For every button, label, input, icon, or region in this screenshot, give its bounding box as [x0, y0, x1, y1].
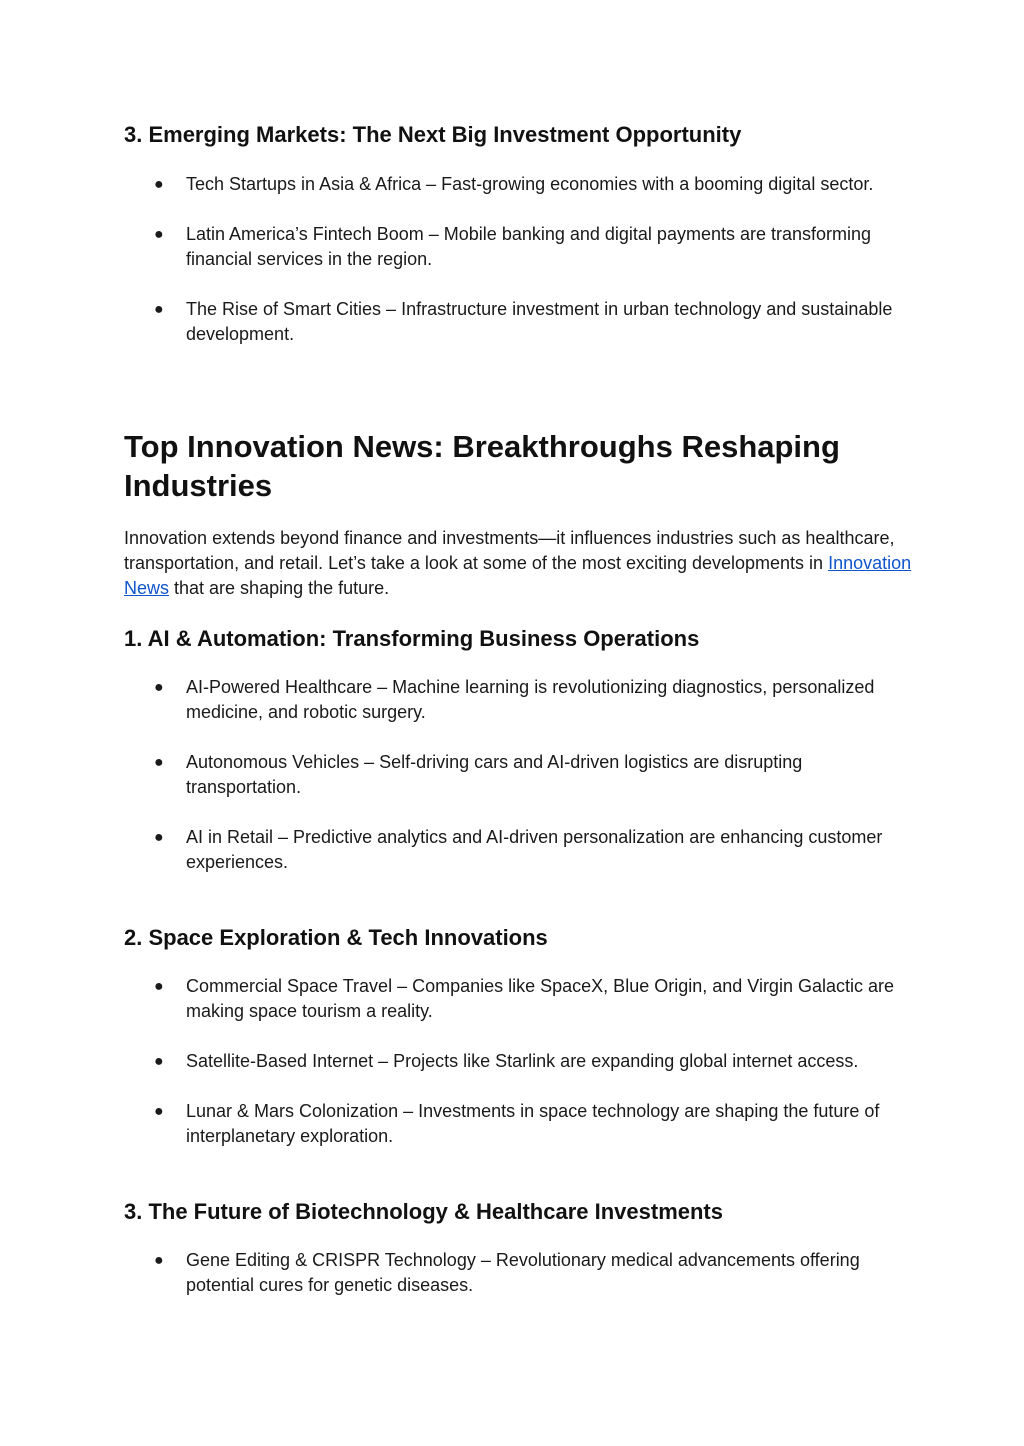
list-item: ● The Rise of Smart Cities – Infrastructure investment in urban technology and sustainable development.: [154, 299, 893, 344]
list-item: ● AI-Powered Healthcare – Machine learning is revolutionizing diagnostics, personalized medicine, and robotic surgery.: [154, 677, 875, 722]
section-heading: 1. AI & Automation: Transforming Business Operations: [124, 626, 700, 651]
bullet-icon: ●: [154, 829, 164, 846]
page-title: Top Innovation News: Breakthroughs Reshaping Industries: [124, 429, 840, 503]
list-item: ● Satellite-Based Internet – Projects like Starlink are expanding global internet access.: [124, 1049, 914, 1074]
section-space-exploration: [124, 925, 914, 951]
ai-automation-list: [124, 675, 914, 875]
bullet-icon: ●: [154, 978, 164, 995]
section-ai-automation: [124, 626, 914, 652]
innovation-news-link[interactable]: Innovation News: [124, 553, 912, 598]
list-item: ● Lunar & Mars Colonization – Investments in space technology are shaping the future of interplanetary exploration.: [154, 1101, 880, 1146]
bullet-icon: ●: [154, 176, 164, 193]
intro-paragraph: Innovation extends beyond finance and investments—it influences industries such as healthcare, transportation, and retail. Let’s take a look at some of the most exciting developments in Innovation News that are shaping the future.: [124, 528, 912, 598]
list-item: ● AI in Retail – Predictive analytics and AI-driven personalization are enhancing customer experiences.: [154, 827, 883, 872]
innovation-title-block: [124, 427, 914, 505]
emerging-markets-list: [124, 172, 914, 347]
list-item: ● Latin America’s Fintech Boom – Mobile banking and digital payments are transforming financial services in the region.: [154, 224, 872, 269]
section-biotechnology: [124, 1199, 914, 1225]
bullet-icon: ●: [154, 679, 164, 696]
space-exploration-list: [124, 974, 914, 1149]
list-item: ● Tech Startups in Asia & Africa – Fast-growing economies with a booming digital sector.: [124, 172, 914, 197]
bullet-icon: ●: [154, 1053, 164, 1070]
bullet-icon: ●: [154, 301, 164, 318]
section-heading: 2. Space Exploration & Tech Innovations: [124, 925, 548, 950]
innovation-intro: [124, 526, 914, 601]
biotechnology-list: [124, 1248, 914, 1298]
section-emerging-markets: [124, 122, 914, 148]
list-item: ● Gene Editing & CRISPR Technology – Revolutionary medical advancements offering potential cures for genetic diseases.: [154, 1250, 860, 1295]
list-item: ● Autonomous Vehicles – Self-driving cars and AI-driven logistics are disrupting transportation.: [154, 752, 803, 797]
bullet-icon: ●: [154, 226, 164, 243]
list-item: ● Commercial Space Travel – Companies like SpaceX, Blue Origin, and Virgin Galactic are making space tourism a reality.: [154, 976, 894, 1021]
section-heading: 3. The Future of Biotechnology & Healthcare Investments: [124, 1199, 723, 1224]
section-heading: 3. Emerging Markets: The Next Big Investment Opportunity: [124, 122, 742, 147]
bullet-icon: ●: [154, 1103, 164, 1120]
bullet-icon: ●: [154, 754, 164, 771]
bullet-icon: ●: [154, 1252, 164, 1269]
